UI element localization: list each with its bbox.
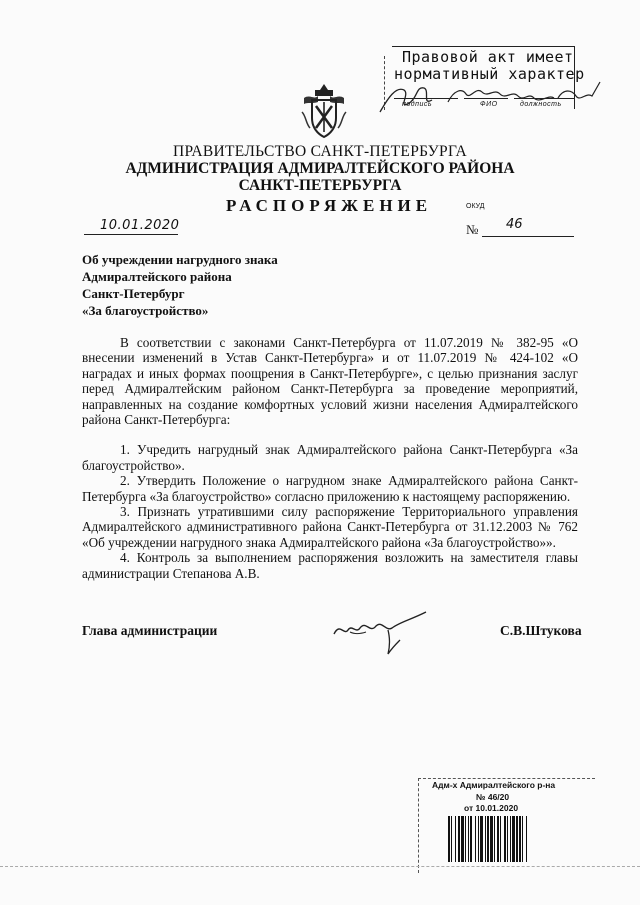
document-body xyxy=(82,335,578,581)
header-government: ПРАВИТЕЛЬСТВО САНКТ-ПЕТЕРБУРГА xyxy=(172,143,468,160)
barcode-bar xyxy=(500,816,501,862)
subject-line: Адмиралтейского района xyxy=(82,269,232,284)
barcode-bar xyxy=(465,816,466,862)
number-sign: № xyxy=(466,222,479,237)
barcode-bar xyxy=(510,816,511,862)
subject-line: Санкт-Петербург xyxy=(82,286,185,301)
stamp-label-sign: подпись xyxy=(402,101,433,108)
barcode-bar xyxy=(448,816,450,862)
barcode-bar xyxy=(451,816,452,862)
registration-office: Адм-х Адмиралтейского р-на xyxy=(432,780,556,790)
stamp-label-fio: ФИО xyxy=(480,101,498,108)
order-item-4: 4. Контроль за выполнением распоряжения возложить на заместителя главы администрации Степанова А.В. xyxy=(82,550,578,581)
subject-line: Об учреждении нагрудного знака xyxy=(82,252,278,267)
head-signature xyxy=(330,608,440,658)
barcode-bar xyxy=(487,816,489,862)
barcode-bar xyxy=(522,816,523,862)
document-number: 46 xyxy=(506,217,523,232)
barcode-bar xyxy=(526,816,527,862)
order-item-2: 2. Утвердить Положение о нагрудном знаке Адмиралтейского района Санкт-Петербурга «За благоустройство» согласно приложению к настоящему распоряжению. xyxy=(82,473,578,504)
number-underline xyxy=(482,236,574,237)
barcode-bar xyxy=(519,816,521,862)
document-type-title: РАСПОРЯЖЕНИЕ xyxy=(226,196,433,215)
barcode-bar xyxy=(480,816,483,862)
barcode-bar xyxy=(490,816,493,862)
barcode-bar xyxy=(455,816,456,862)
order-item-1: 1. Учредить нагрудный знак Адмиралтейского района Санкт-Петербурга «За благоустройство». xyxy=(82,442,578,473)
barcode-bar xyxy=(461,816,464,862)
signer-position: Глава администрации xyxy=(82,623,218,638)
barcode-bar xyxy=(497,816,499,862)
barcode-bar xyxy=(485,816,486,862)
date-underline xyxy=(84,234,178,235)
document-date: 10.01.2020 xyxy=(100,218,180,233)
preamble-paragraph: В соответствии с законами Санкт-Петербурга от 11.07.2019 № 382-95 «О внесении изменений в Устав Санкт-Петербурга» и от 11.07.2019 № 424-102 «О наградах и иных формах поощрения в Санкт-Петербурге», с целью признания заслуг перед Адмиралтейским районом Санкт-Петербурга за проведение мероприятий, направленных на создание комфортных условий жизни населения Адмиралтейского района Санкт-Петербурга: xyxy=(82,335,578,428)
stamp-handwritten-signature xyxy=(378,68,608,118)
registration-stamp xyxy=(418,776,598,872)
registration-number: № 46/20 xyxy=(476,792,510,802)
barcode-bar xyxy=(458,816,460,862)
barcode-bar xyxy=(494,816,495,862)
subject-line: «За благоустройство» xyxy=(82,303,209,318)
city-emblem-icon xyxy=(298,82,350,140)
document-subject xyxy=(82,251,278,319)
signer-name: С.В.Штукова xyxy=(500,623,582,638)
barcode-bar xyxy=(507,816,508,862)
stamp-label-position: должность xyxy=(520,101,562,108)
bottom-dashed-line xyxy=(0,866,640,867)
barcode-bar xyxy=(478,816,479,862)
barcode-bar xyxy=(470,816,472,862)
barcode-bar xyxy=(468,816,469,862)
registration-date: от 10.01.2020 xyxy=(464,803,519,813)
header-city: САНКТ-ПЕТЕРБУРГА xyxy=(238,177,402,194)
order-item-3: 3. Признать утратившими силу распоряжение Территориального управления Адмиралтейского административного района Санкт-Петербурга от 31.12.2003 № 762 «Об учреждении нагрудного знака Адмиралтейского района «За благоустройство»». xyxy=(82,504,578,550)
header-administration: АДМИНИСТРАЦИЯ АДМИРАЛТЕЙСКОГО РАЙОНА xyxy=(125,160,515,177)
barcode-icon xyxy=(448,816,582,862)
barcode-bar xyxy=(512,816,515,862)
barcode-bar xyxy=(475,816,476,862)
okud-label: ОКУД xyxy=(466,203,485,210)
normative-act-stamp xyxy=(384,42,594,114)
stamp-line-1: Правовой акт имеет xyxy=(402,48,574,66)
stamp-line-2: нормативный характер xyxy=(394,65,585,83)
barcode-bar xyxy=(516,816,518,862)
barcode-bar xyxy=(504,816,506,862)
